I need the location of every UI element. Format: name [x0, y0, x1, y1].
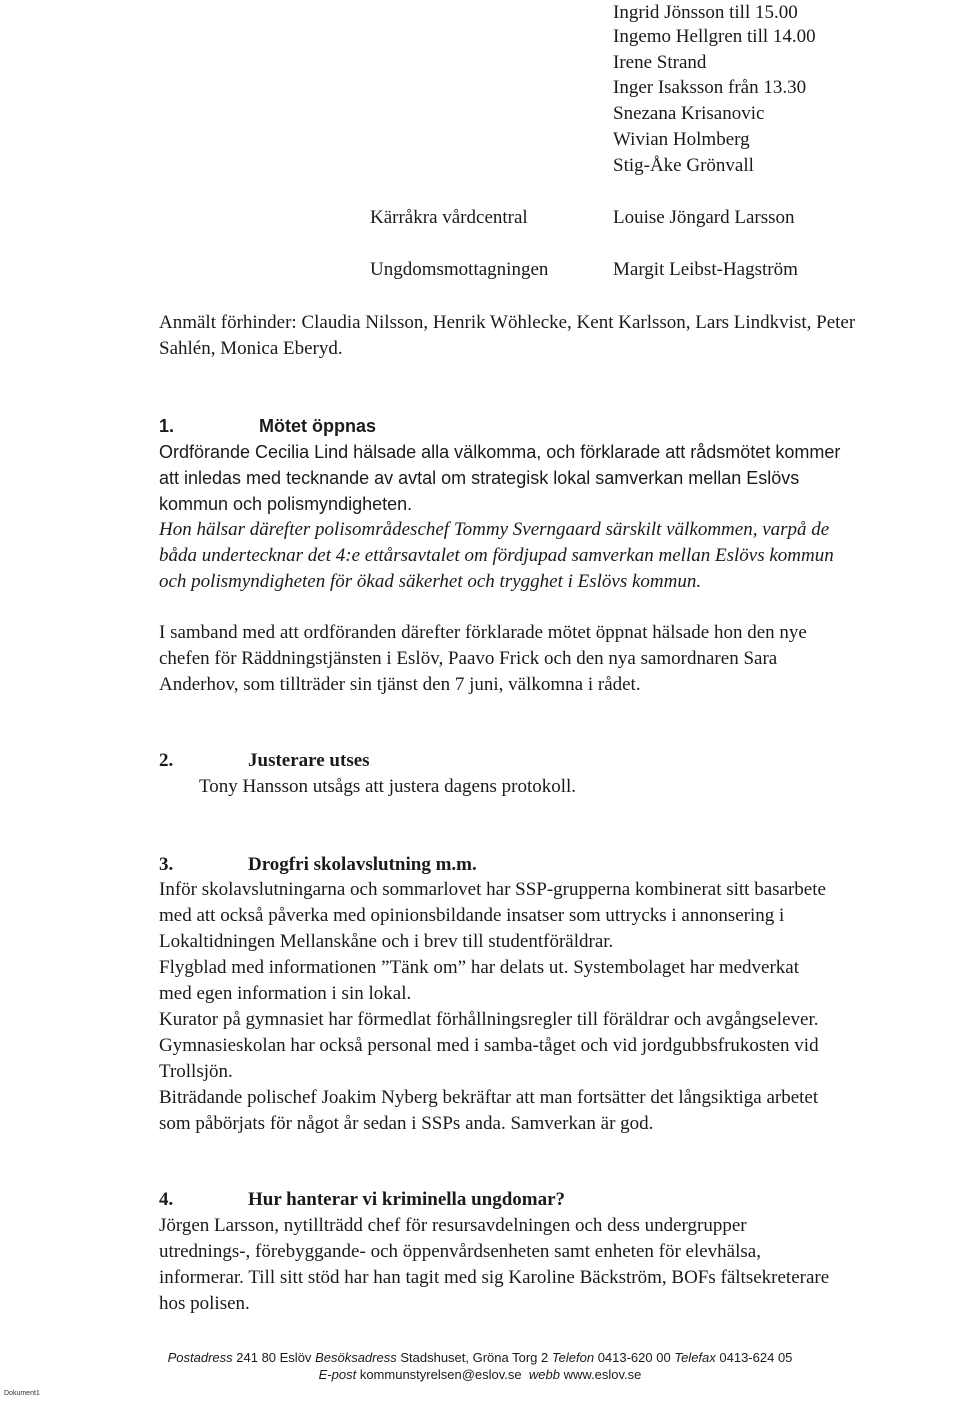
text-line: båda undertecknar det 4:e ettårsavtalet om fördjupad samverkan mellan Eslövs kommun: [159, 545, 834, 566]
text-line: Biträdande polischef Joakim Nyberg bekräftar att man fortsätter det långsiktiga arbetet: [159, 1087, 819, 1108]
section-1-heading: [159, 413, 949, 439]
telefon-label: Telefon: [551, 1350, 595, 1365]
webb-link[interactable]: www.eslov.se: [563, 1367, 642, 1382]
footer-line-2: [0, 1366, 960, 1383]
text-line: I samband med att ordföranden därefter förklarade mötet öppnat hälsade hon den nye: [159, 622, 807, 643]
footer-line-1: [0, 1349, 960, 1366]
text-line: utrednings-, förebyggande- och öppenvårdsenheten samt enheten för elevhälsa,: [159, 1241, 761, 1262]
attendee: Snezana Krisanovic: [613, 103, 765, 124]
text-line: Lokaltidningen Mellanskåne och i brev till studentföräldrar.: [159, 931, 614, 952]
attendee: Ingemo Hellgren till 14.00: [613, 26, 816, 47]
text-line: Anderhov, som tillträder sin tjänst den 7 juni, välkomna i rådet.: [159, 674, 641, 695]
section-number: 2.: [159, 750, 174, 771]
absent-note: [159, 310, 949, 362]
unit-name: Kärråkra vårdcentral: [370, 207, 528, 228]
section-1-paragraph: [159, 439, 949, 517]
postadress: 241 80 Eslöv: [236, 1350, 312, 1365]
section-title: Justerare utses: [248, 750, 370, 771]
unit-name: Ungdomsmottagningen: [370, 259, 549, 280]
telefax: 0413-624 05: [719, 1350, 793, 1365]
attendee: Inger Isaksson från 13.30: [613, 77, 807, 98]
text-line: Kurator på gymnasiet har förmedlat förhållningsregler till föräldrar och avgångselever.: [159, 1009, 819, 1030]
text-line: att inledas med tecknande av avtal om strategisk lokal samverkan mellan Eslövs: [159, 468, 800, 488]
attendee: Wivian Holmberg: [613, 129, 750, 150]
text-line: Hon hälsar därefter polisområdeschef Tommy Sverngaard särskilt välkommen, varpå de: [159, 519, 830, 540]
section-4-heading: [159, 1187, 949, 1213]
text-line: med egen information i sin lokal.: [159, 983, 412, 1004]
section-3-body: [159, 877, 949, 1137]
text-line: informerar. Till sitt stöd har han tagit med sig Karoline Bäckström, BOFs fältsekreterare: [159, 1267, 830, 1288]
section-title: Mötet öppnas: [259, 416, 376, 436]
document-label: Dokument1: [4, 1390, 40, 1397]
text-line: Trollsjön.: [159, 1061, 233, 1082]
absent-line: Anmält förhinder: Claudia Nilsson, Henrik Wöhlecke, Kent Karlsson, Lars Lindkvist, Peter: [159, 312, 856, 333]
text-line: och polismyndigheten för ökad säkerhet och trygghet i Eslövs kommun.: [159, 571, 702, 592]
section-2-heading: [159, 748, 949, 774]
besok-label: Besöksadress: [315, 1350, 397, 1365]
unit-person: Margit Leibst-Hagström: [613, 259, 798, 280]
section-1-italic-paragraph: [159, 517, 949, 595]
webb-label: webb: [528, 1367, 560, 1382]
epost-label: E-post: [318, 1367, 357, 1382]
text-line: Gymnasieskolan har också personal med i samba-tåget och vid jordgubbsfrukosten vid: [159, 1035, 819, 1056]
section-number: 4.: [159, 1189, 174, 1210]
section-2-text: Tony Hansson utsågs att justera dagens protokoll.: [199, 776, 577, 797]
text-line: som påbörjats för något år sedan i SSPs anda. Samverkan är god.: [159, 1113, 654, 1134]
attendee: Ingrid Jönsson till 15.00: [613, 2, 798, 23]
text-line: Inför skolavslutningarna och sommarlovet har SSP-grupperna kombinerat sitt basarbete: [159, 879, 826, 900]
postadress-label: Postadress: [167, 1350, 233, 1365]
section-title: Hur hanterar vi kriminella ungdomar?: [248, 1189, 566, 1210]
epost-link[interactable]: kommunstyrelsen@eslov.se: [359, 1367, 522, 1382]
text-line: Jörgen Larsson, nytillträdd chef för resursavdelningen och dess undergrupper: [159, 1215, 747, 1236]
text-line: med att också påverka med opinionsbildande insatser som uttrycks i annonsering i: [159, 905, 785, 926]
attendee: Stig-Åke Grönvall: [613, 155, 754, 176]
section-3-heading: [159, 852, 949, 878]
telefax-label: Telefax: [674, 1350, 716, 1365]
section-number: 3.: [159, 854, 174, 875]
section-1-paragraph-2: [159, 620, 949, 698]
section-title: Drogfri skolavslutning m.m.: [248, 854, 477, 875]
text-line: kommun och polismyndigheten.: [159, 494, 413, 514]
text-line: Ordförande Cecilia Lind hälsade alla välkomma, och förklarade att rådsmötet kommer: [159, 442, 841, 462]
text-line: hos polisen.: [159, 1293, 250, 1314]
absent-line: Sahlén, Monica Eberyd.: [159, 338, 343, 359]
section-4-body: [159, 1213, 949, 1317]
telefon: 0413-620 00: [597, 1350, 671, 1365]
text-line: Flygblad med informationen ”Tänk om” har delats ut. Systembolaget har medverkat: [159, 957, 800, 978]
unit-person: Louise Jöngard Larsson: [613, 207, 795, 228]
text-line: chefen för Räddningstjänsten i Eslöv, Paavo Frick och den nya samordnaren Sara: [159, 648, 778, 669]
section-number: 1.: [159, 416, 175, 436]
besok-address: Stadshuset, Gröna Torg 2: [400, 1350, 549, 1365]
attendee: Irene Strand: [613, 52, 707, 73]
